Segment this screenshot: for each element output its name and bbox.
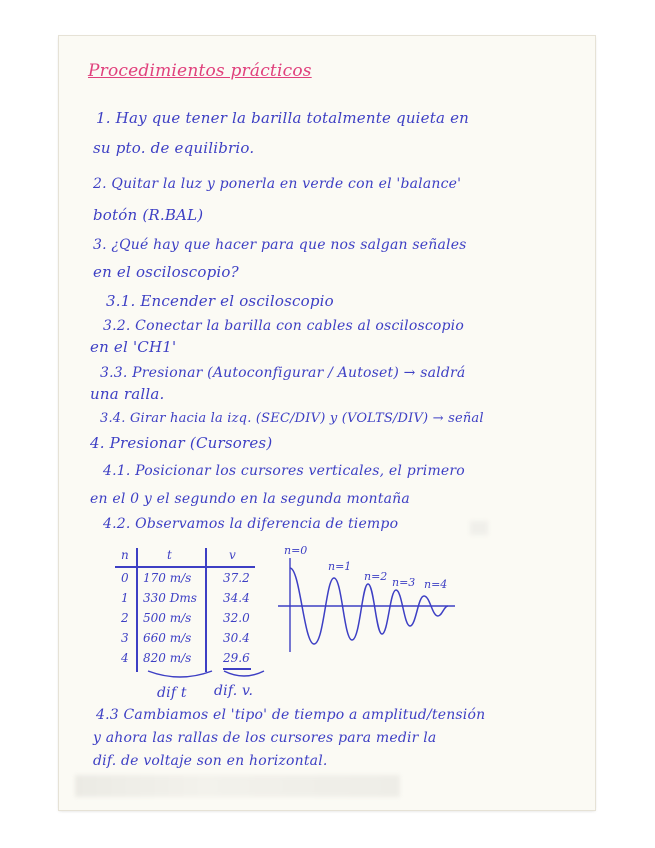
- text-line-5: 3. ¿Qué hay que hacer para que nos salgan señales: [93, 237, 467, 253]
- text-line-15: en el 0 y el segundo en la segunda montaña: [90, 491, 410, 507]
- text-line-9: en el 'CH1': [90, 338, 177, 356]
- table-cell-t: 500 m/s: [143, 611, 192, 625]
- table-footer-dif-v: dif. v.: [214, 683, 254, 699]
- table-header-t: t: [167, 548, 172, 562]
- sketch-label-n0: n=0: [284, 544, 308, 557]
- text-line-19: dif. de voltaje son en horizontal.: [93, 753, 328, 769]
- table-cell-n: 4: [121, 651, 129, 665]
- table-cell-n: 0: [121, 571, 129, 585]
- text-line-17: 4.3 Cambiamos el 'tipo' de tiempo a amplitud/tensión: [96, 707, 486, 723]
- table-cell-t: 660 m/s: [143, 631, 192, 645]
- table-cell-t: 330 Dms: [143, 591, 197, 605]
- text-line-2: su pto. de equilibrio.: [93, 139, 255, 157]
- table-cell-n: 3: [121, 631, 129, 645]
- text-line-3: 2. Quitar la luz y ponerla en verde con el 'balance': [93, 176, 462, 192]
- text-line-4: botón (R.BAL): [93, 206, 204, 224]
- table-cell-n: 2: [121, 611, 129, 625]
- redacted-text-strip: [75, 775, 400, 797]
- sketch-label-n2: n=2: [364, 570, 388, 583]
- table-cell-n: 1: [121, 591, 129, 605]
- text-line-14: 4.1. Posicionar los cursores verticales, el primero: [103, 463, 465, 479]
- table-cell-v: 29.6: [223, 651, 250, 665]
- sketch-label-n4: n=4: [424, 578, 448, 591]
- table-cell-v: 32.0: [223, 611, 250, 625]
- text-line-16: 4.2. Observamos la diferencia de tiempo: [103, 516, 399, 532]
- table-cell-t: 820 m/s: [143, 651, 192, 665]
- table-column-divider: [136, 548, 138, 672]
- table-cell-t: 170 m/s: [143, 571, 192, 585]
- text-line-18: y ahora las rallas de los cursores para medir la: [93, 730, 437, 746]
- text-line-1: 1. Hay que tener la barilla totalmente quieta en: [96, 109, 470, 127]
- table-cell-v: 37.2: [223, 571, 250, 585]
- text-line-10: 3.3. Presionar (Autoconfigurar / Autoset) → saldrá: [100, 365, 466, 381]
- table-cell-v: 30.4: [223, 631, 250, 645]
- text-line-7: 3.1. Encender el osciloscopio: [106, 292, 334, 310]
- table-header-n: n: [121, 548, 129, 562]
- table-footer-dif-t: dif t: [157, 685, 187, 701]
- sketch-label-n3: n=3: [392, 576, 416, 589]
- page-title: Procedimientos prácticos: [88, 61, 312, 81]
- oscillation-sketch: [270, 540, 460, 675]
- table-column-divider: [205, 548, 207, 672]
- text-line-13: 4. Presionar (Cursores): [90, 434, 273, 452]
- smudge: [470, 521, 488, 535]
- text-line-8: 3.2. Conectar la barilla con cables al osciloscopio: [103, 318, 464, 334]
- table-header-v: v: [229, 548, 236, 562]
- table-cell-v: 34.4: [223, 591, 250, 605]
- sketch-label-n1: n=1: [328, 560, 352, 573]
- text-line-12: 3.4. Girar hacia la izq. (SEC/DIV) y (VOLTS/DIV) → señal: [100, 411, 484, 426]
- text-line-11: una ralla.: [90, 385, 165, 403]
- text-line-6: en el osciloscopio?: [93, 263, 239, 281]
